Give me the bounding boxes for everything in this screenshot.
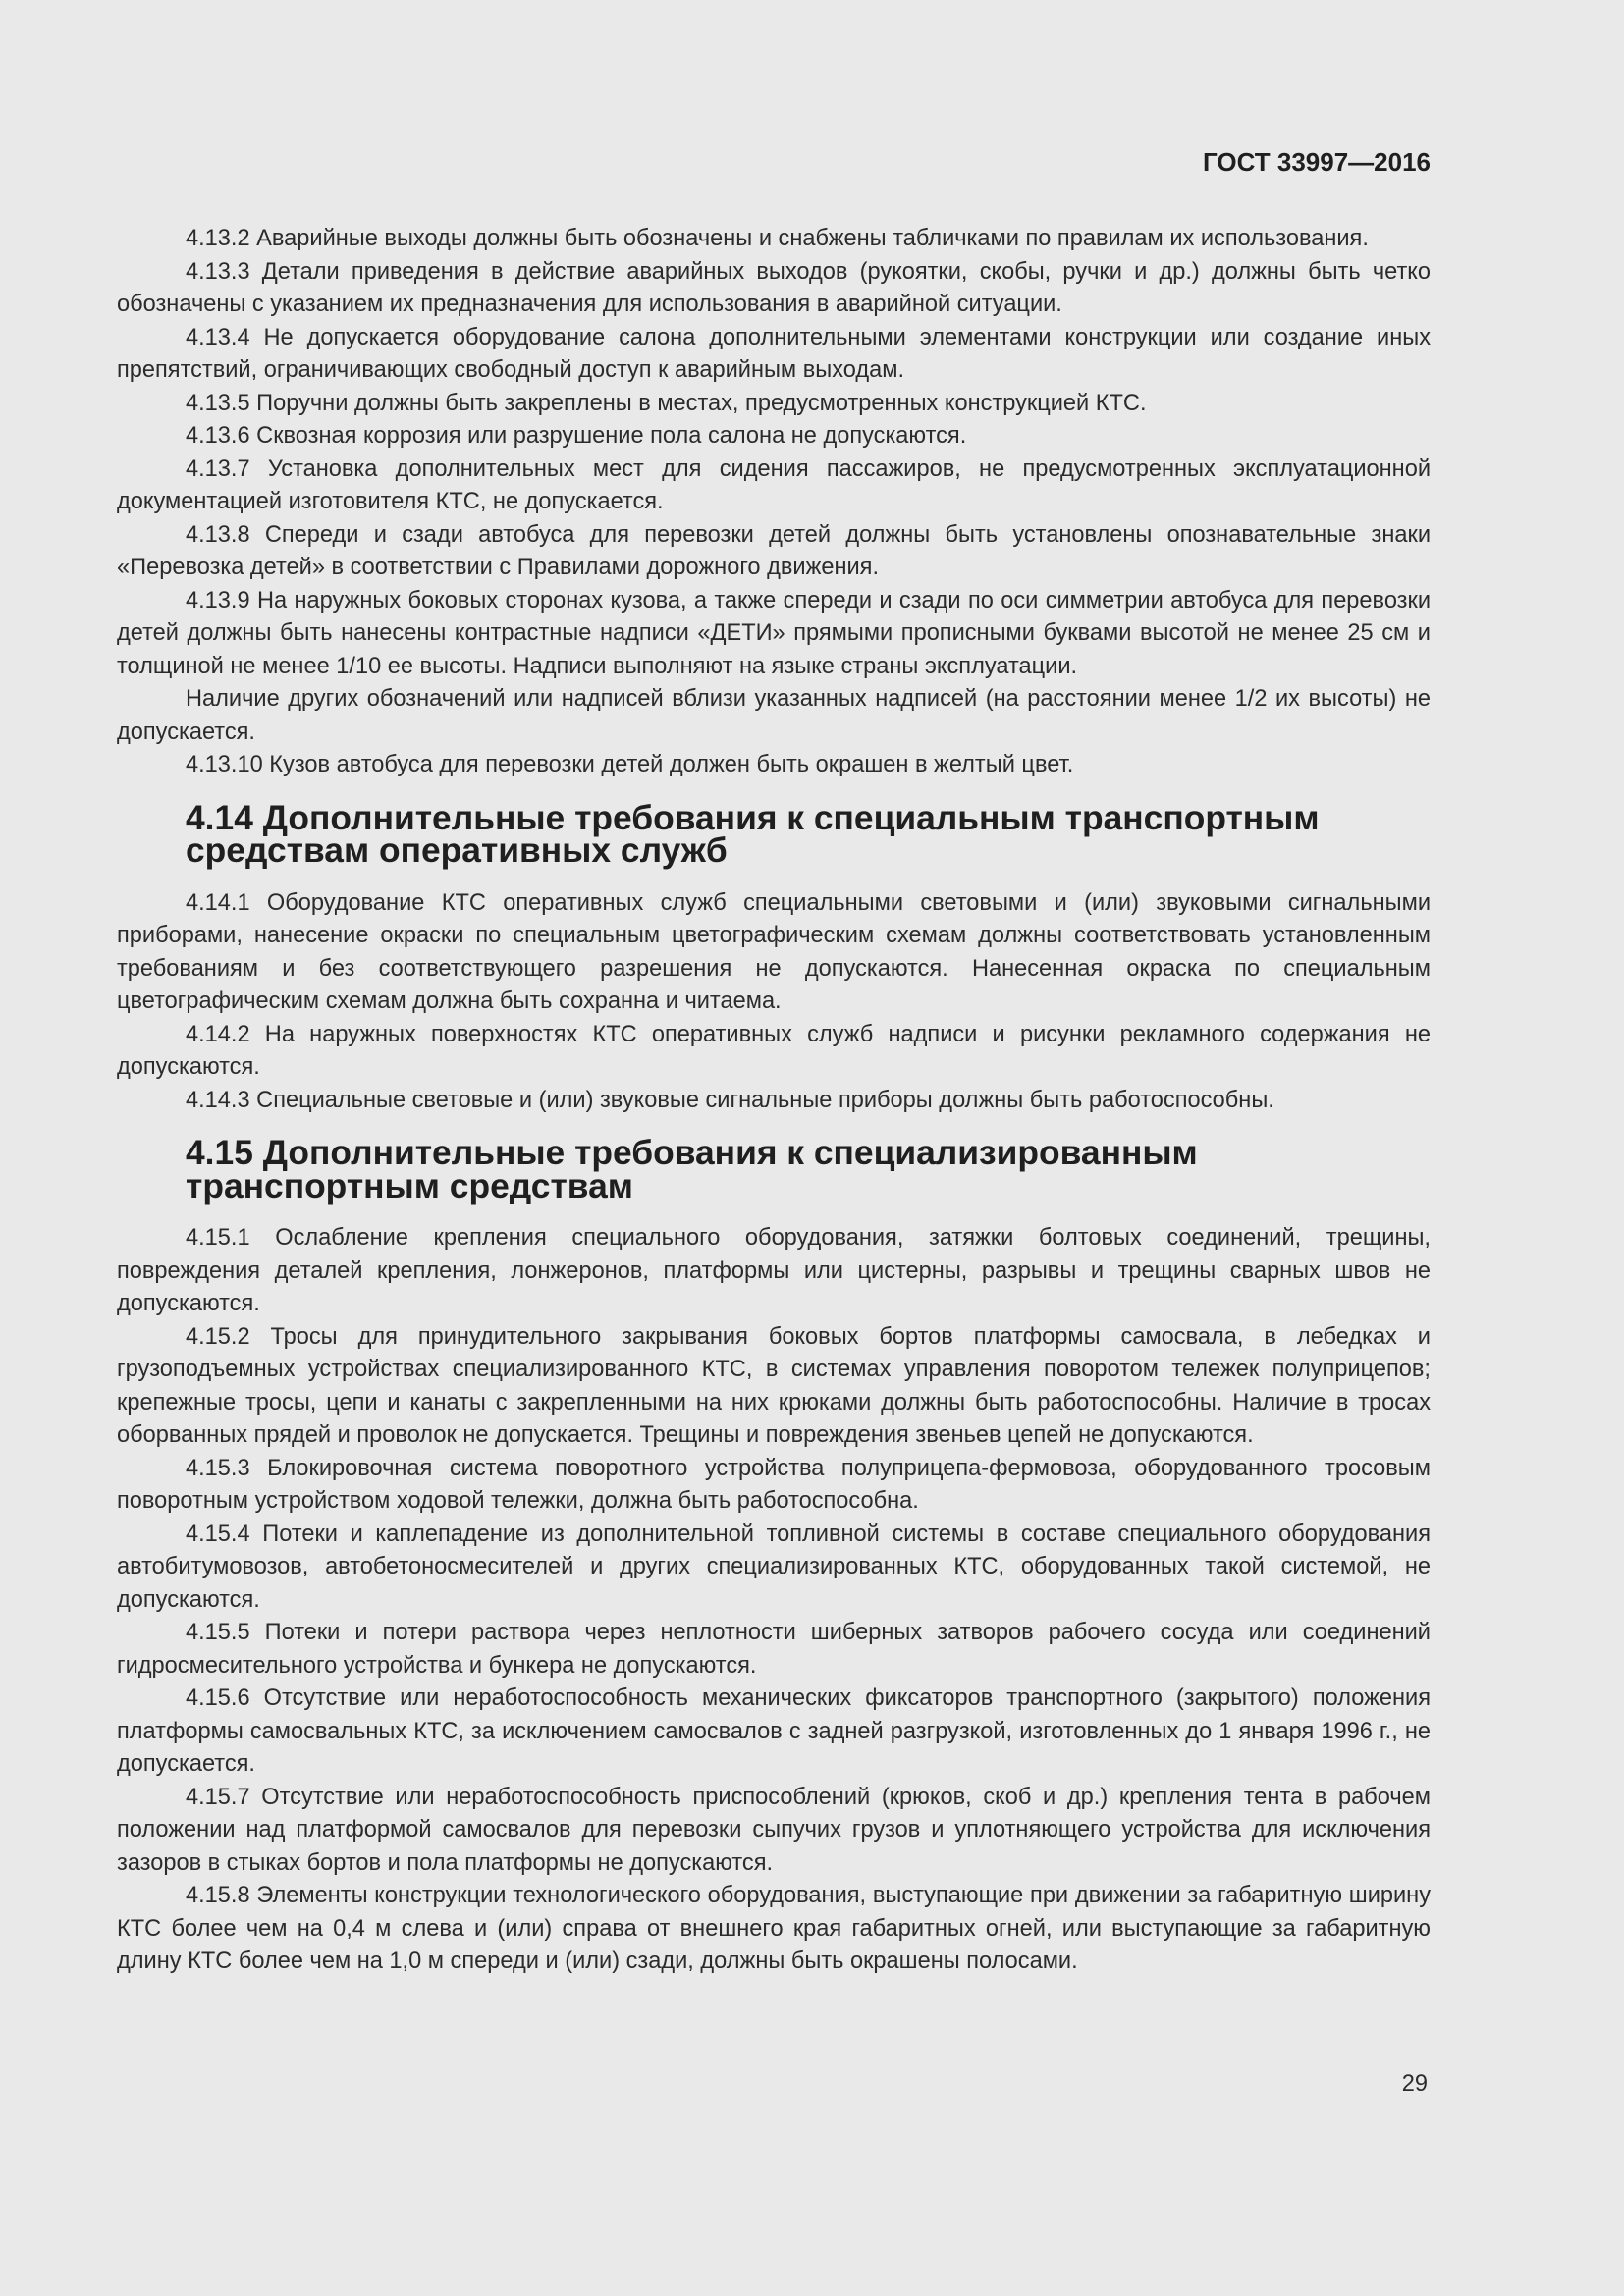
paragraph-4-13-8: 4.13.8 Спереди и сзади автобуса для перевозки детей должны быть установлены опознавательные знаки «Перевозка детей» в соответствии с Правилами дорожного движения. xyxy=(117,521,1431,580)
paragraph-4-13-6: 4.13.6 Сквозная коррозия или разрушение пола салона не допускаются. xyxy=(186,423,967,449)
paragraph-4-14-3: 4.14.3 Специальные световые и (или) звуковые сигнальные приборы должны быть работоспособны. xyxy=(186,1087,1274,1113)
paragraph-4-15-4: 4.15.4 Потеки и каплепадение из дополнительной топливной системы в составе специального оборудования автобитумовозов, автобетоносмесителей и других специализированных КТС, оборудованных такой системой, не допускаются. xyxy=(117,1521,1431,1613)
paragraph-4-13-2: 4.13.2 Аварийные выходы должны быть обозначены и снабжены табличками по правилам их использования. xyxy=(186,226,1369,251)
paragraph-4-14-1: 4.14.1 Оборудование КТС оперативных служб специальными световыми и (или) звуковыми сигнальными приборами, нанесение окраски по специальным цветографическим схемам должны соответствовать установленным требованиям и без соответствующего разрешения не допускаются. Нанесенная окраска по специальным цветографическим схемам должна быть сохранна и читаема. xyxy=(117,889,1431,1014)
paragraph-4-15-6: 4.15.6 Отсутствие или неработоспособность механических фиксаторов транспортного (закрытого) положения платформы самосвальных КТС, за исключением самосвалов с задней разгрузкой, изготовленных до 1 января 1996 г., не допускается. xyxy=(117,1685,1431,1777)
paragraph-4-15-1: 4.15.1 Ослабление крепления специального оборудования, затяжки болтовых соединений, трещины, повреждения деталей крепления, лонжеронов, платформы или цистерны, разрывы и трещины сварных швов не допускаются. xyxy=(117,1225,1431,1316)
paragraph-4-15-3: 4.15.3 Блокировочная система поворотного устройства полуприцепа-фермовоза, оборудованного тросовым поворотным устройством ходовой тележки, должна быть работоспособна. xyxy=(117,1455,1431,1514)
paragraph-4-13-9-note: Наличие других обозначений или надписей вблизи указанных надписей (на расстоянии менее 1/2 их высоты) не допускается. xyxy=(117,686,1431,745)
paragraph-4-15-7: 4.15.7 Отсутствие или неработоспособность приспособлений (крюков, скоб и др.) крепления тента в рабочем положении над платформой самосвалов для перевозки сыпучих грузов и уплотняющего устройства для исключения зазоров в стыках бортов и пола платформы не допускаются. xyxy=(117,1784,1431,1876)
paragraph-4-13-10: 4.13.10 Кузов автобуса для перевозки детей должен быть окрашен в желтый цвет. xyxy=(186,752,1074,777)
paragraph-4-14-2: 4.14.2 На наружных поверхностях КТС оперативных служб надписи и рисунки рекламного содержания не допускаются. xyxy=(117,1021,1431,1080)
paragraph-4-15-2: 4.15.2 Тросы для принудительного закрывания боковых бортов платформы самосвала, в лебедках и грузоподъемных устройствах специализированного КТС, в системах управления поворотом тележек полуприцепов; крепежные тросы, цепи и канаты с закрепленными на них крюками должны быть работоспособны. Наличие в тросах оборванных прядей и проволок не допускается. Трещины и повреждения звеньев цепей не допускаются. xyxy=(117,1323,1431,1448)
paragraph-4-15-8: 4.15.8 Элементы конструкции технологического оборудования, выступающие при движении за габаритную ширину КТС более чем на 0,4 м слева и (или) справа от внешнего края габаритных огней, или выступающие за габаритную длину КТС более чем на 1,0 м спереди и (или) сзади, должны быть окрашены полосами. xyxy=(117,1883,1431,1974)
document-body xyxy=(117,223,1431,1979)
paragraph-4-13-3: 4.13.3 Детали приведения в действие аварийных выходов (рукоятки, скобы, ручки и др.) должны быть четко обозначены с указанием их предназначения для использования в аварийной ситуации. xyxy=(117,258,1431,317)
standard-header: ГОСТ 33997—2016 xyxy=(1203,147,1431,177)
section-heading-4-15: 4.15 Дополнительные требования к специализированным транспортным средствам xyxy=(186,1133,1198,1205)
paragraph-4-13-7: 4.13.7 Установка дополнительных мест для сидения пассажиров, не предусмотренных эксплуатационной документацией изготовителя КТС, не допускается. xyxy=(117,455,1431,514)
paragraph-4-13-9: 4.13.9 На наружных боковых сторонах кузова, а также спереди и сзади по оси симметрии автобуса для перевозки детей должны быть нанесены контрастные надписи «ДЕТИ» прямыми прописными буквами высотой не менее 25 см и толщиной не менее 1/10 ее высоты. Надписи выполняют на языке страны эксплуатации. xyxy=(117,587,1431,679)
section-heading-4-14: 4.14 Дополнительные требования к специальным транспортным средствам оперативных служб xyxy=(186,797,1320,870)
paragraph-4-13-5: 4.13.5 Поручни должны быть закреплены в местах, предусмотренных конструкцией КТС. xyxy=(186,390,1147,416)
paragraph-4-15-5: 4.15.5 Потеки и потери раствора через неплотности шиберных затворов рабочего сосуда или соединений гидросмесительного устройства и бункера не допускаются. xyxy=(117,1620,1431,1679)
page-number: 29 xyxy=(1401,2071,1428,2097)
paragraph-4-13-4: 4.13.4 Не допускается оборудование салона дополнительными элементами конструкции или создание иных препятствий, ограничивающих свободный доступ к аварийным выходам. xyxy=(117,324,1431,383)
